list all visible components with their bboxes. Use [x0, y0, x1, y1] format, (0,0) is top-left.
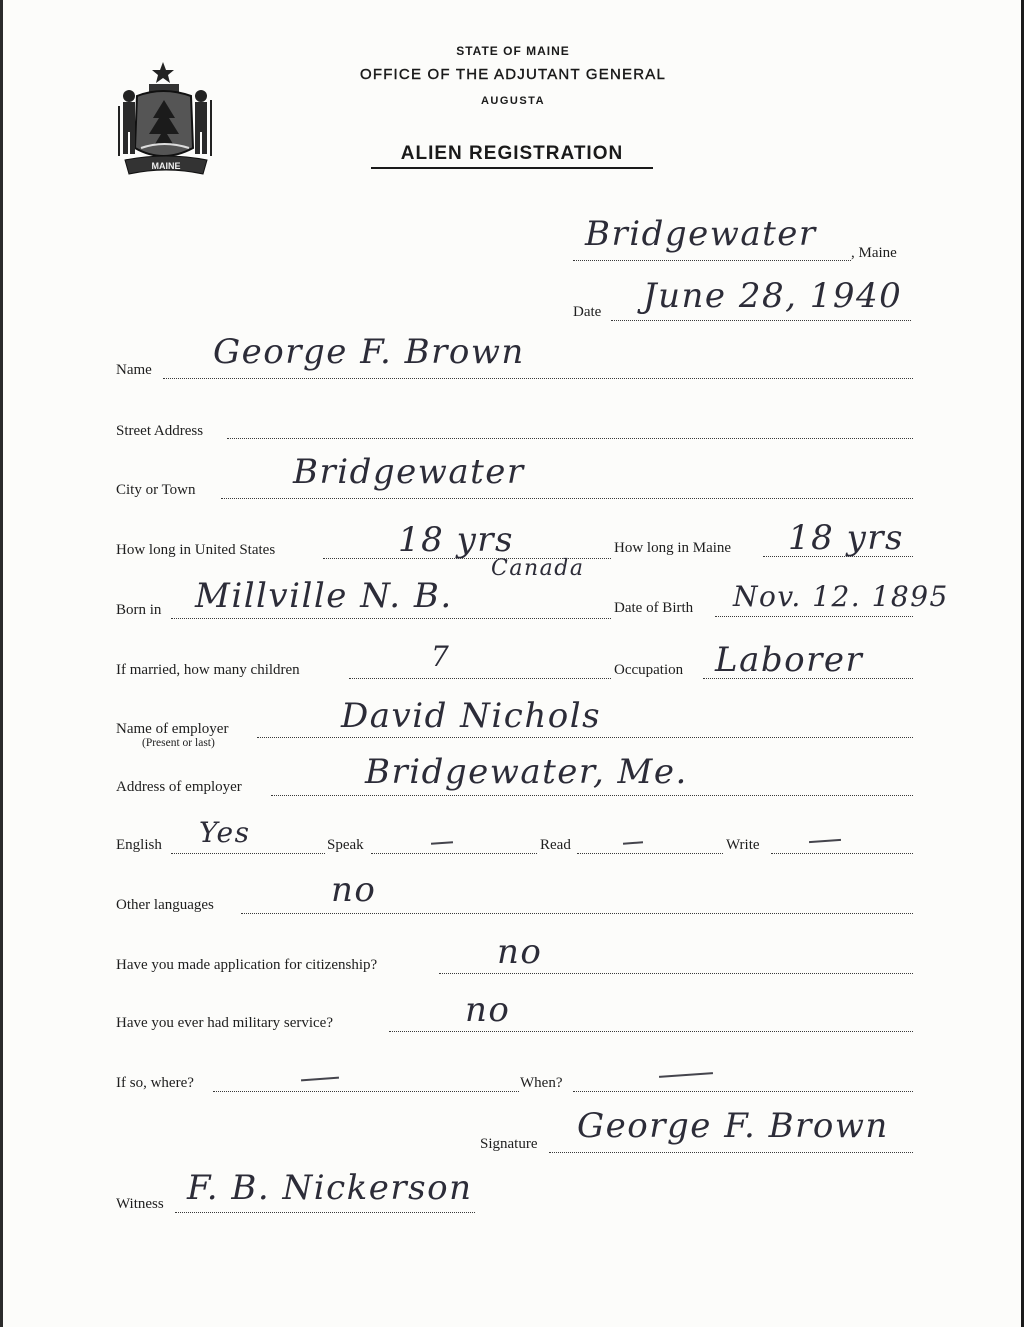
- how-long-maine-label: How long in Maine: [614, 540, 732, 556]
- read-label: Read: [540, 837, 571, 853]
- military-value[interactable]: no: [465, 990, 511, 1030]
- children-label: If married, how many children: [116, 662, 300, 678]
- born-in-value[interactable]: Millville N. B.: [195, 576, 453, 616]
- born-in-note: Canada: [491, 556, 585, 581]
- dob-value[interactable]: Nov. 12. 1895: [733, 580, 949, 613]
- date-label: Date: [573, 304, 602, 320]
- place-value[interactable]: Bridgewater: [585, 214, 817, 254]
- employer-sublabel: (Present or last): [142, 737, 215, 749]
- city-label: City or Town: [116, 482, 196, 498]
- maine-state-seal-icon: [111, 56, 227, 180]
- form-title: ALIEN REGISTRATION: [371, 143, 653, 169]
- where-dash-mark: [301, 1077, 339, 1082]
- place-suffix: , Maine: [851, 245, 897, 261]
- where-label: If so, where?: [116, 1075, 194, 1091]
- city-value[interactable]: Bridgewater: [293, 452, 525, 492]
- place-line: [573, 260, 851, 261]
- read-check-mark: [623, 841, 643, 844]
- children-value[interactable]: 7: [431, 640, 451, 673]
- occupation-value[interactable]: Laborer: [715, 640, 864, 680]
- how-long-us-label: How long in United States: [116, 542, 276, 558]
- employer-value[interactable]: David Nichols: [341, 696, 602, 736]
- citizenship-label: Have you made application for citizenship?: [116, 957, 378, 973]
- when-dash-mark: [659, 1072, 713, 1078]
- name-label: Name: [116, 362, 152, 378]
- date-value[interactable]: June 28, 1940: [643, 276, 903, 316]
- other-languages-value[interactable]: no: [331, 870, 377, 910]
- how-long-maine-value[interactable]: 18 yrs: [788, 518, 904, 558]
- speak-label: Speak: [327, 837, 364, 853]
- born-in-label: Born in: [116, 602, 162, 618]
- write-label: Write: [726, 837, 760, 853]
- state-line: STATE OF MAINE: [456, 44, 570, 58]
- english-value[interactable]: Yes: [199, 816, 251, 849]
- witness-label: Witness: [116, 1196, 164, 1212]
- city-line: AUGUSTA: [480, 95, 546, 107]
- write-check-mark: [809, 839, 841, 843]
- name-value[interactable]: George F. Brown: [213, 332, 525, 372]
- military-label: Have you ever had military service?: [116, 1015, 333, 1031]
- signature-label: Signature: [480, 1136, 538, 1152]
- employer-address-value[interactable]: Bridgewater, Me.: [365, 752, 688, 792]
- signature-value[interactable]: George F. Brown: [577, 1106, 889, 1146]
- witness-value[interactable]: F. B. Nickerson: [187, 1168, 473, 1208]
- other-languages-label: Other languages: [116, 897, 214, 913]
- dob-label: Date of Birth: [614, 600, 694, 616]
- street-label: Street Address: [116, 423, 204, 439]
- seal-banner: MAINE: [151, 161, 181, 171]
- speak-check-mark: [431, 841, 453, 845]
- how-long-us-value[interactable]: 18 yrs: [398, 520, 514, 560]
- employer-address-label: Address of employer: [116, 779, 242, 795]
- employer-label: Name of employer: [116, 721, 229, 737]
- occupation-label: Occupation: [614, 662, 684, 678]
- when-label: When?: [520, 1075, 563, 1091]
- citizenship-value[interactable]: no: [497, 932, 543, 972]
- office-line: OFFICE OF THE ADJUTANT GENERAL: [359, 66, 667, 83]
- english-label: English: [116, 837, 162, 853]
